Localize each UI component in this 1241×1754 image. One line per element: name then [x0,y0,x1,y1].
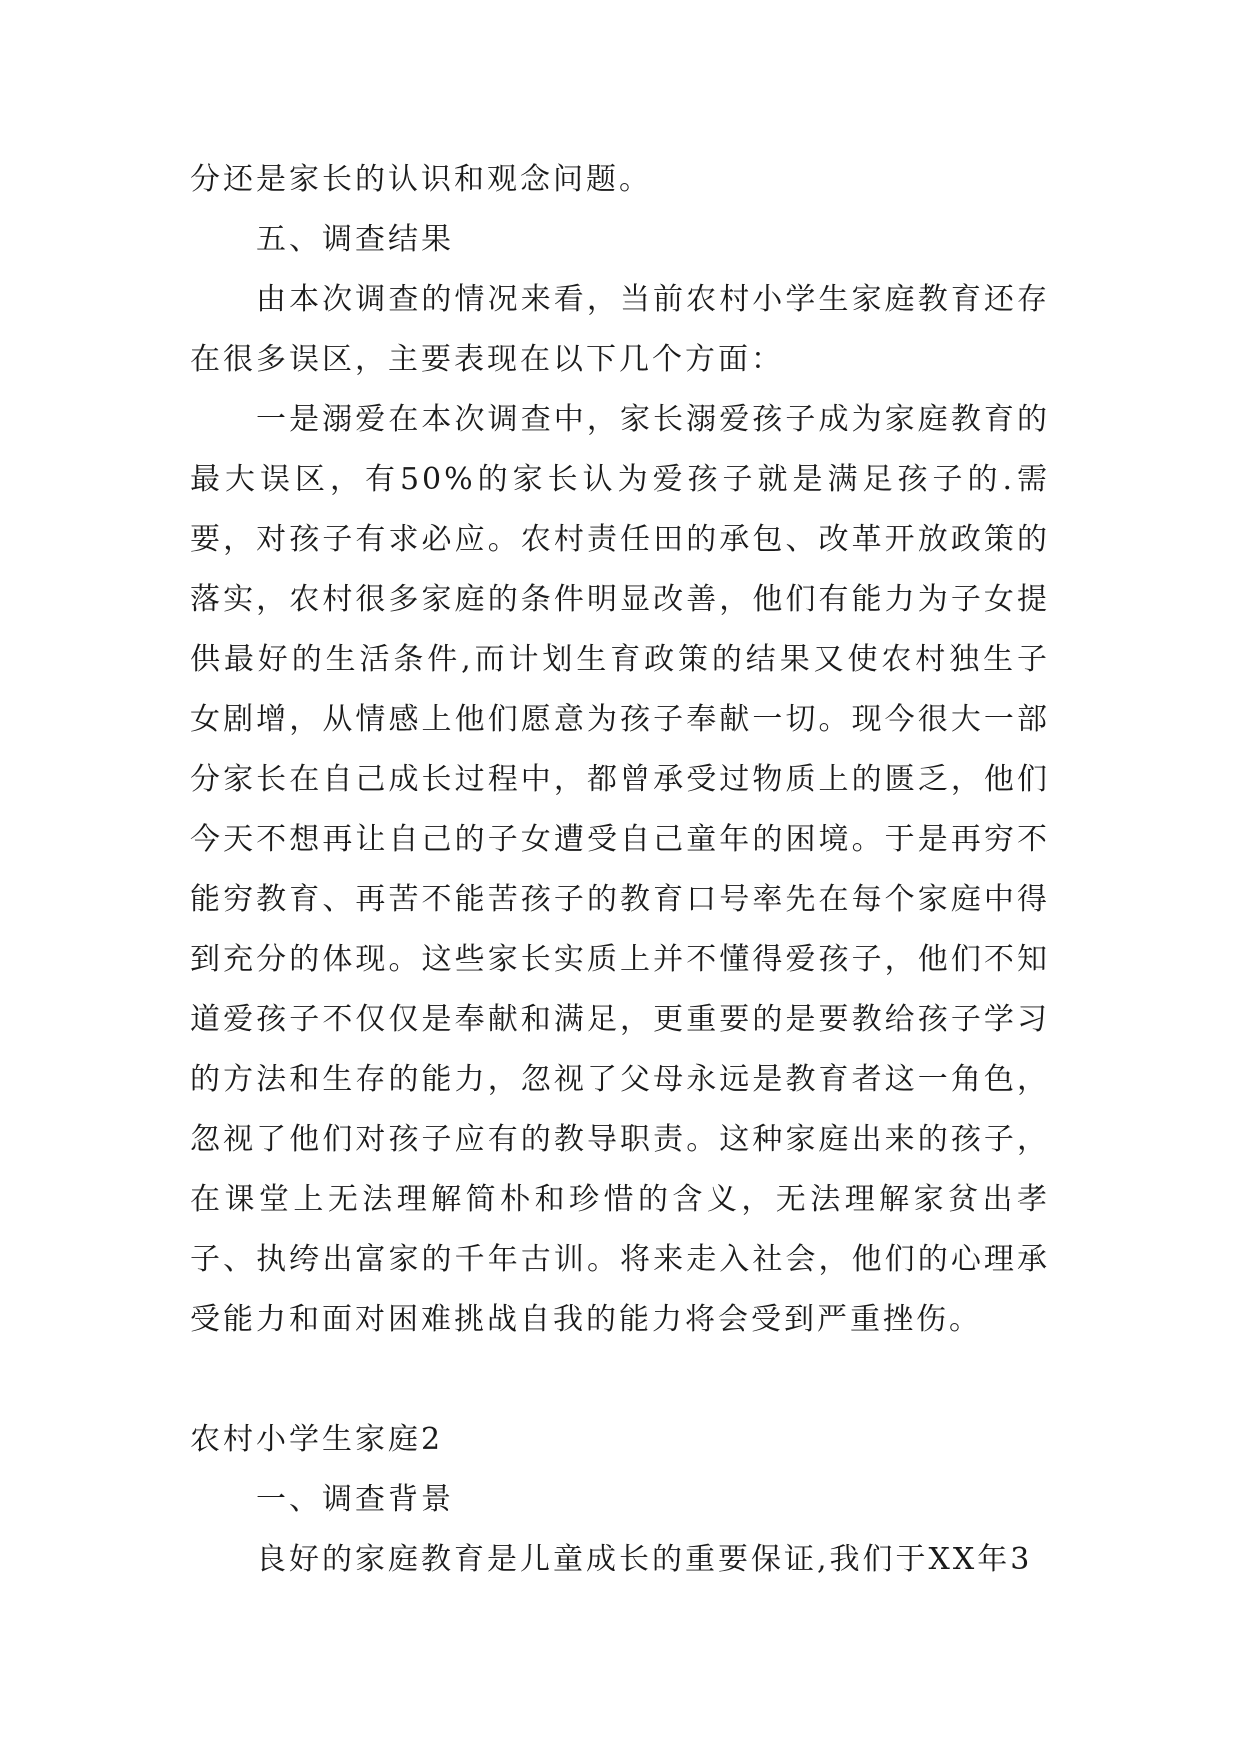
section-heading-survey-results: 五、调查结果 [256,222,454,257]
section-heading-survey-background: 一、调查背景 [256,1482,454,1517]
paragraph-spoiling-children: 一是溺爱在本次调查中，家长溺爱孩子成为家庭教育的最大误区，有50%的家长认为爱孩子就是满足孩子的.需要，对孩子有求必应。农村责任田的承包、改革开放政策的落实，农村很多家庭的条件明显改善，他们有能力为子女提供最好的生活条件,而计划生育政策的结果又使农村独生子女剧增，从情感上他们愿意为孩子奉献一切。现今很大一部分家长在自己成长过程中，都曾承受过物质上的匮乏，他们今天不想再让自己的子女遭受自己童年的困境。于是再穷不能穷教育、再苦不能苦孩子的教育口号率先在每个家庭中得到充分的体现。这些家长实质上并不懂得爱孩子，他们不知道爱孩子不仅仅是奉献和满足，更重要的是要教给孩子学习的方法和生存的能力，忽视了父母永远是教育者这一角色，忽视了他们对孩子应有的教导职责。这种家庭出来的孩子，在课堂上无法理解简朴和珍惜的含义，无法理解家贫出孝子、执绔出富家的千年古训。将来走入社会，他们的心理承受能力和面对困难挑战自我的能力将会受到严重挫伤。 [190,402,1050,1337]
paragraph-survey-overview: 由本次调查的情况来看，当前农村小学生家庭教育还存在很多误区，主要表现在以下几个方面： [190,282,1050,377]
paragraph-continuation: 分还是家长的认识和观念问题。 [190,162,652,197]
document-title: 农村小学生家庭2 [190,1422,444,1457]
paragraph-background-intro: 良好的家庭教育是儿童成长的重要保证,我们于XX年3 [256,1542,1033,1577]
document-body [190,150,1050,1590]
